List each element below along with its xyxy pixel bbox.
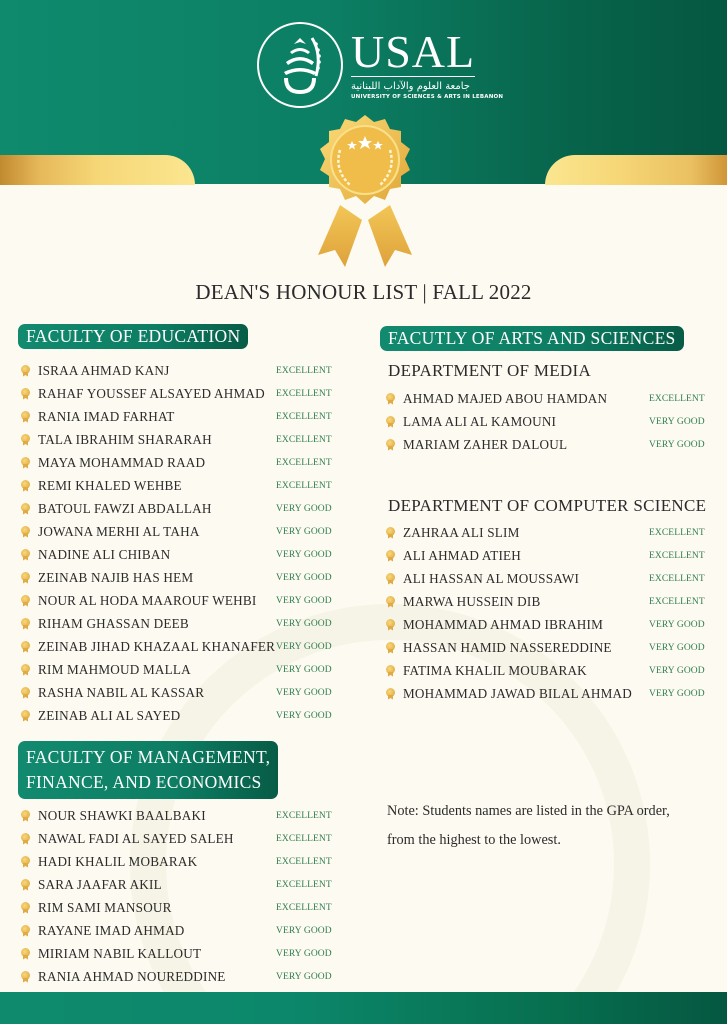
student-name: ZEINAB NAJIB HAS HEM: [38, 569, 194, 585]
medal-bullet-icon: [385, 641, 397, 655]
student-name: RIHAM GHASSAN DEEB: [38, 615, 189, 631]
student-row: [20, 850, 332, 873]
logo-acronym: USAL: [351, 25, 476, 77]
medal-bullet-icon: [385, 549, 397, 563]
student-row: [20, 658, 332, 681]
student-name: ZAHRAA ALI SLIM: [403, 524, 520, 540]
student-row: [20, 543, 332, 566]
cs-student-list: [385, 521, 705, 705]
student-grade: VERY GOOD: [276, 687, 332, 698]
medal-bullet-icon: [385, 415, 397, 429]
student-row: [20, 520, 332, 543]
medal-bullet-icon: [20, 855, 32, 869]
student-grade: EXCELLENT: [276, 365, 332, 376]
student-grade: EXCELLENT: [649, 527, 705, 538]
gpa-order-note: [387, 797, 722, 855]
heading-line-2: FINANCE, AND ECONOMICS: [26, 772, 262, 792]
student-grade: VERY GOOD: [649, 642, 705, 653]
student-name: MARIAM ZAHER DALOUL: [403, 436, 568, 452]
medal-bullet-icon: [20, 617, 32, 631]
student-grade: EXCELLENT: [649, 573, 705, 584]
medal-bullet-icon: [20, 456, 32, 470]
student-name: JOWANA MERHI AL TAHA: [38, 523, 200, 539]
student-grade: VERY GOOD: [276, 503, 332, 514]
student-row: [20, 681, 332, 704]
student-grade: EXCELLENT: [276, 856, 332, 867]
medal-bullet-icon: [385, 618, 397, 632]
student-row: [20, 919, 332, 942]
student-name: ZEINAB ALI AL SAYED: [38, 707, 181, 723]
student-row: [385, 387, 705, 410]
medal-bullet-icon: [20, 502, 32, 516]
student-name: SARA JAAFAR AKIL: [38, 876, 162, 892]
medal-bullet-icon: [20, 686, 32, 700]
medal-bullet-icon: [20, 594, 32, 608]
gold-ribbon-right: [545, 155, 727, 185]
department-cs-heading: DEPARTMENT OF COMPUTER SCIENCE: [388, 496, 707, 515]
student-name: NOUR AL HODA MAAROUF WEHBI: [38, 592, 257, 608]
medal-bullet-icon: [20, 947, 32, 961]
student-row: [20, 965, 332, 988]
student-name: RAYANE IMAD AHMAD: [38, 922, 185, 938]
student-name: ZEINAB JIHAD KHAZAAL KHANAFER: [38, 638, 276, 654]
media-student-list: [385, 387, 705, 456]
student-row: [20, 942, 332, 965]
student-grade: VERY GOOD: [276, 971, 332, 982]
medal-bullet-icon: [20, 924, 32, 938]
student-grade: VERY GOOD: [276, 572, 332, 583]
student-name: REMI KHALED WEHBE: [38, 477, 182, 493]
medal-bullet-icon: [20, 901, 32, 915]
gold-ribbon-left: [0, 155, 195, 185]
student-grade: EXCELLENT: [276, 810, 332, 821]
usal-emblem-icon: [257, 22, 343, 108]
medal-bullet-icon: [20, 809, 32, 823]
student-row: [20, 635, 332, 658]
student-row: [385, 613, 705, 636]
student-row: [20, 382, 332, 405]
medal-bullet-icon: [20, 410, 32, 424]
student-row: [20, 359, 332, 382]
student-name: AHMAD MAJED ABOU HAMDAN: [403, 390, 608, 406]
page-title: DEAN'S HONOUR LIST | FALL 2022: [195, 280, 532, 304]
student-name: ALI AHMAD ATIEH: [403, 547, 522, 563]
student-row: [20, 474, 332, 497]
student-row: [20, 804, 332, 827]
student-row: [385, 682, 705, 705]
medal-bullet-icon: [20, 970, 32, 984]
student-row: [385, 544, 705, 567]
footer-band: [0, 992, 727, 1024]
student-name: MARWA HUSSEIN DIB: [403, 593, 541, 609]
student-row: [20, 428, 332, 451]
student-grade: VERY GOOD: [276, 618, 332, 629]
student-name: ISRAA AHMAD KANJ: [38, 362, 170, 378]
student-row: [20, 497, 332, 520]
logo-arabic-name: جامعة العلوم والآداب اللبنانية: [351, 80, 470, 92]
student-grade: VERY GOOD: [649, 619, 705, 630]
student-row: [385, 410, 705, 433]
management-student-list: [20, 804, 332, 988]
student-row: [20, 566, 332, 589]
student-grade: VERY GOOD: [276, 664, 332, 675]
department-media-heading: DEPARTMENT OF MEDIA: [388, 361, 592, 380]
student-grade: EXCELLENT: [276, 388, 332, 399]
medal-bullet-icon: [385, 687, 397, 701]
student-grade: EXCELLENT: [649, 393, 705, 404]
student-grade: EXCELLENT: [276, 902, 332, 913]
medal-bullet-icon: [385, 595, 397, 609]
medal-bullet-icon: [20, 571, 32, 585]
student-name: NOUR SHAWKI BAALBAKI: [38, 807, 206, 823]
student-row: [20, 827, 332, 850]
medal-bullet-icon: [385, 572, 397, 586]
student-name: RAHAF YOUSSEF ALSAYED AHMAD: [38, 385, 265, 401]
student-grade: EXCELLENT: [276, 457, 332, 468]
student-name: NADINE ALI CHIBAN: [38, 546, 171, 562]
medal-bullet-icon: [20, 364, 32, 378]
logo-english-name: UNIVERSITY OF SCIENCES & ARTS IN LEBANON: [351, 93, 504, 100]
student-grade: EXCELLENT: [649, 596, 705, 607]
medal-bullet-icon: [385, 664, 397, 678]
medal-bullet-icon: [20, 640, 32, 654]
student-grade: EXCELLENT: [276, 833, 332, 844]
student-grade: VERY GOOD: [276, 595, 332, 606]
medal-bullet-icon: [20, 878, 32, 892]
medal-bullet-icon: [20, 548, 32, 562]
student-grade: VERY GOOD: [276, 710, 332, 721]
student-grade: EXCELLENT: [276, 480, 332, 491]
student-name: MOHAMMAD JAWAD BILAL AHMAD: [403, 685, 632, 701]
medal-bullet-icon: [385, 526, 397, 540]
student-row: [385, 636, 705, 659]
medal-bullet-icon: [20, 433, 32, 447]
student-grade: VERY GOOD: [276, 948, 332, 959]
student-grade: VERY GOOD: [649, 665, 705, 676]
student-name: RIM SAMI MANSOUR: [38, 899, 172, 915]
medal-bullet-icon: [20, 525, 32, 539]
student-name: MAYA MOHAMMAD RAAD: [38, 454, 206, 470]
student-grade: VERY GOOD: [649, 688, 705, 699]
student-row: [20, 873, 332, 896]
student-name: MIRIAM NABIL KALLOUT: [38, 945, 202, 961]
student-name: HADI KHALIL MOBARAK: [38, 853, 198, 869]
award-medal-icon: [300, 110, 430, 270]
note-line-1: Note: Students names are listed in the GPA order,: [387, 803, 670, 819]
student-grade: VERY GOOD: [276, 526, 332, 537]
student-grade: VERY GOOD: [276, 641, 332, 652]
student-row: [385, 590, 705, 613]
student-name: TALA IBRAHIM SHARARAH: [38, 431, 212, 447]
student-name: MOHAMMAD AHMAD IBRAHIM: [403, 616, 604, 632]
student-grade: EXCELLENT: [276, 879, 332, 890]
student-row: [385, 567, 705, 590]
student-row: [20, 451, 332, 474]
student-name: FATIMA KHALIL MOUBARAK: [403, 662, 587, 678]
student-name: LAMA ALI AL KAMOUNI: [403, 413, 557, 429]
student-row: [20, 612, 332, 635]
student-name: BATOUL FAWZI ABDALLAH: [38, 500, 212, 516]
student-grade: EXCELLENT: [649, 550, 705, 561]
student-row: [20, 704, 332, 727]
student-grade: VERY GOOD: [276, 925, 332, 936]
student-row: [385, 659, 705, 682]
student-row: [20, 405, 332, 428]
usal-logo: [257, 20, 503, 110]
medal-bullet-icon: [20, 479, 32, 493]
education-student-list: [20, 359, 332, 727]
student-row: [20, 896, 332, 919]
student-row: [385, 433, 705, 456]
student-grade: EXCELLENT: [276, 411, 332, 422]
student-name: RASHA NABIL AL KASSAR: [38, 684, 205, 700]
student-name: NAWAL FADI AL SAYED SALEH: [38, 830, 234, 846]
medal-bullet-icon: [20, 709, 32, 723]
medal-bullet-icon: [20, 832, 32, 846]
student-grade: EXCELLENT: [276, 434, 332, 445]
faculty-arts-sciences-heading: FACUTLY OF ARTS AND SCIENCES: [380, 326, 684, 351]
student-grade: VERY GOOD: [276, 549, 332, 560]
medal-bullet-icon: [20, 387, 32, 401]
student-name: HASSAN HAMID NASSEREDDINE: [403, 639, 612, 655]
student-grade: VERY GOOD: [649, 439, 705, 450]
medal-bullet-icon: [385, 438, 397, 452]
student-name: RIM MAHMOUD MALLA: [38, 661, 191, 677]
student-row: [385, 521, 705, 544]
student-name: ALI HASSAN AL MOUSSAWI: [403, 570, 580, 586]
faculty-management-heading: [18, 741, 278, 799]
student-row: [20, 589, 332, 612]
student-name: RANIA AHMAD NOUREDDINE: [38, 968, 226, 984]
faculty-education-heading: FACULTY OF EDUCATION: [18, 324, 248, 349]
heading-line-1: FACULTY OF MANAGEMENT,: [26, 747, 271, 767]
student-name: RANIA IMAD FARHAT: [38, 408, 175, 424]
student-grade: VERY GOOD: [649, 416, 705, 427]
medal-bullet-icon: [385, 392, 397, 406]
note-line-2: from the highest to the lowest.: [387, 832, 561, 848]
medal-bullet-icon: [20, 663, 32, 677]
